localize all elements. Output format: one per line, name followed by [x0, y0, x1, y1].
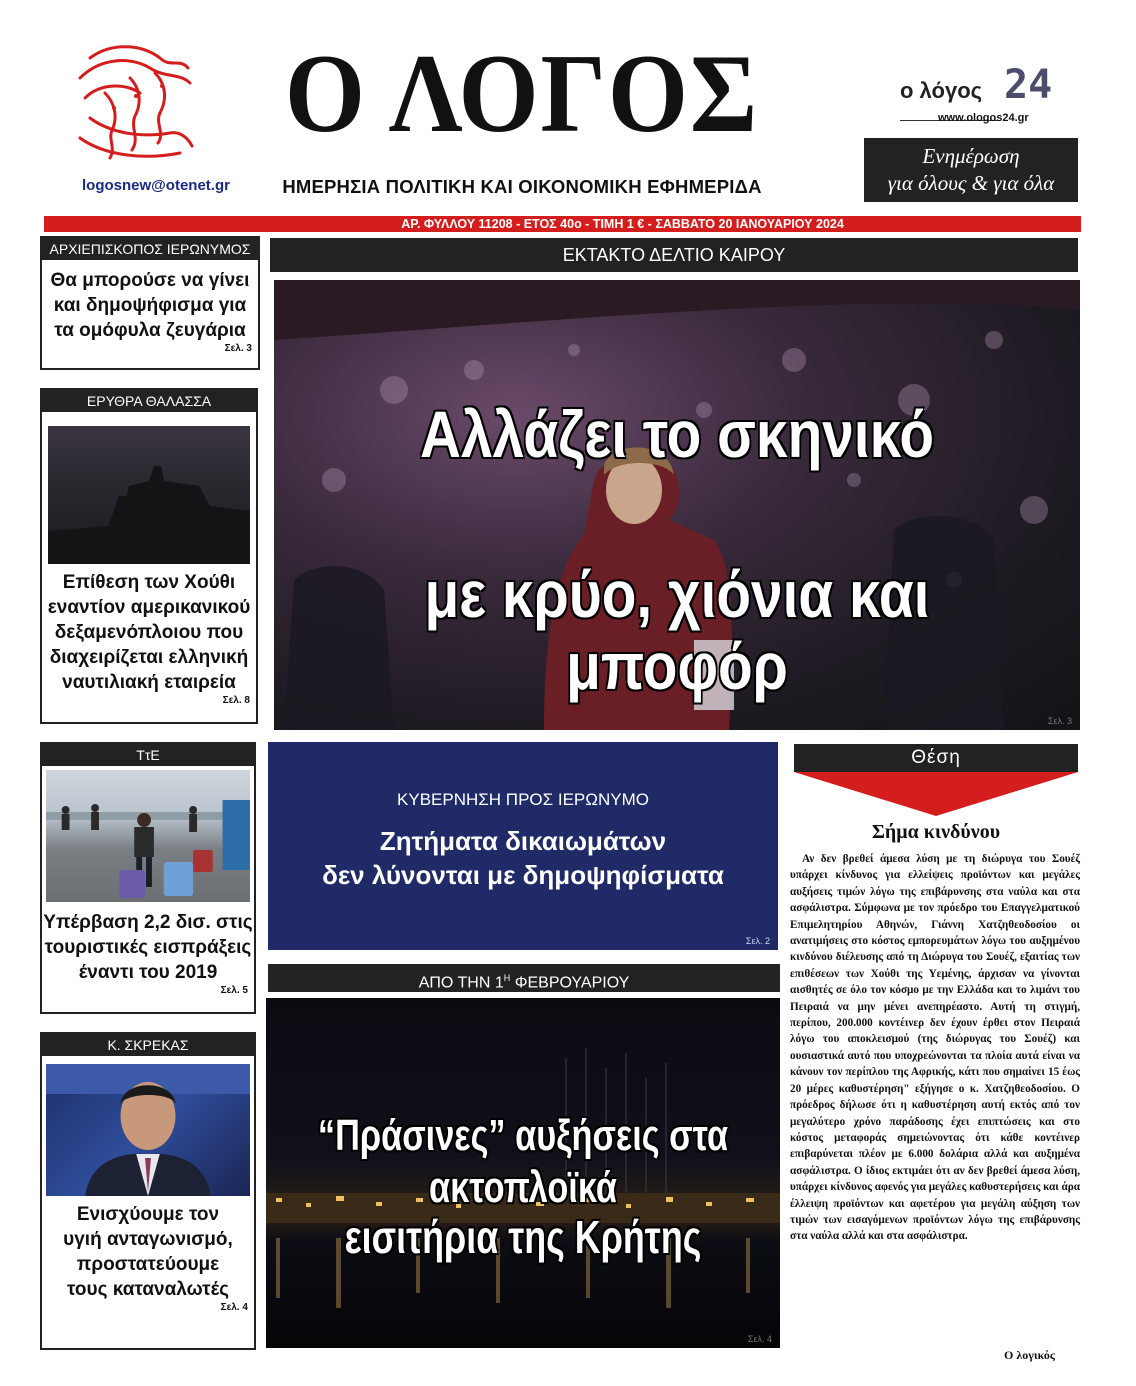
story-3-headline-line1: “Πράσινες” αυξήσεις στα ακτοπλοϊκά — [317, 1111, 729, 1212]
sidebar-story-3[interactable] — [40, 742, 256, 1014]
issue-info-text: ΑΡ. ΦΥΛΛΟΥ 11208 - ΕΤΟΣ 40ο - ΤΙΜΗ 1 € - ΣΑΒΒΑΤΟ 20 ΙΑΝΟΥΑΡΙΟΥ 2024 — [401, 217, 844, 231]
sidebar-story-4-line2: υγιή ανταγωνισμό, — [63, 1229, 233, 1250]
promo-slogan-line2: για όλους & για όλα — [887, 171, 1055, 195]
story-2-line2: δεν λύνονται με δημοψηφίσματα — [322, 860, 724, 890]
sidebar-story-3-page: Σελ. 5 — [220, 985, 248, 996]
sidebar-story-2-line3: δεξαμενόπλοιου που — [54, 622, 244, 643]
tourists-luggage-icon — [46, 770, 250, 902]
issue-info-bar — [44, 216, 1081, 232]
sidebar-story-3-kicker: ΤτΕ — [42, 744, 254, 766]
sidebar-story-1-line2: και δημοψήφισμα για — [53, 295, 247, 316]
lead-headline-line1: Αλλάζει το σκηνικό — [419, 397, 935, 471]
story-3-headline-line2: εισιτήρια της Κρήτης — [344, 1211, 702, 1263]
sidebar-story-2[interactable] — [40, 388, 258, 724]
logo-illustration — [70, 38, 200, 168]
editorial-red-triangle-icon — [794, 772, 1078, 816]
sidebar-story-3-line1: Υπέρβαση 2,2 δισ. στις — [43, 912, 253, 933]
story-3-kicker-post: ΦΕΒΡΟΥΑΡΙΟΥ — [510, 974, 630, 992]
sidebar-story-1-page: Σελ. 3 — [224, 343, 252, 354]
story-3-page: Σελ. 4 — [747, 1334, 772, 1344]
story-2-kicker: ΚΥΒΕΡΝΗΣΗ ΠΡΟΣ ΙΕΡΩΝΥΜΟ — [397, 790, 649, 809]
sidebar-story-2-photo — [48, 426, 250, 564]
story-2-page: Σελ. 2 — [745, 936, 770, 946]
story-3-kicker-pre: ΑΠΟ ΤΗΝ 1 — [418, 974, 504, 992]
sidebar-story-2-line4: διαχειρίζεται ελληνική — [49, 647, 249, 668]
lead-headline-line2: με κρύο, χιόνια και μποφόρ — [424, 557, 930, 703]
promo-brand[interactable]: ο λόγος — [900, 78, 983, 103]
sidebar-story-4-line4: τους καταναλωτές — [66, 1279, 230, 1300]
lead-story-kicker: ΕΚΤΑΚΤΟ ΔΕΛΤΙΟ ΚΑΙΡΟΥ — [270, 238, 1078, 272]
story-3-kicker-sup: Η — [503, 973, 511, 983]
sidebar-story-4[interactable] — [40, 1032, 256, 1350]
sidebar-story-4-photo — [46, 1064, 250, 1196]
lead-story-page: Σελ. 3 — [1047, 716, 1072, 726]
editorial-body: Αν δεν βρεθεί άμεσα λύση με τη διώρυγα του Σουέζ υπάρχει κίνδυνος για ελλείψεις προϊόντων και μεγάλες αυξήσεις τιμών λόγω της επιβάρυνσης στα ναύλα και στα ασφάλιστρα. Σύμφωνα με τον πρόεδρο του Επαγγελματικού Επιμελητηρίου Αθηνών, Γιάννη Χατζηθεοδοσίου οι ανατιμήσεις στο κόστος εμπορευμάτων λόγω του αυξημένου κινδύνου διέλευσης από τη Διώρυγα του Σουέζ, εξαιτίας των επιθέσεων των Χούθι της Υεμένης, άρχισαν να γίνονται αισθητές σε όλο τον κόσμο με την Ελλάδα και το λιμάνι του Πειραιά να μην μένει ανεπηρέαστο. Αυτή τη στιγμή, περίπου, 200.000 κοντέινερ δεν έχουν έρθει στον Πειραιά λόγω του αποκλεισμού (της διώρυγας του Σουέζ) και ουσιαστικά αυτό που υποχρεώνονται τα πλοία αυτά είναι να κάνουν τον περίπλου της Αφρικής, κάτι που σημαίνει 15 έως 20 μέρες καθυστέρηση" εξήγησε ο κ. Χατζηθεοδοσίου. Ο πρόεδρος δήλωσε ότι η καθυστέρηση αυτή εκτός από τον μεγαλύτερο χρόνο παράδοσης έχει επιπτώσεις και στο κόστος μεταφοράς σημειώνοντας ότι κάθε κοντέινερ επιβαρύνεται πλέον με 6.000 δολάρια αλλά και αυξημένα ασφάλιστρα. Ο ίδιος εκτιμάει ότι αν δεν βρεθεί άμεσα λύση, υπάρχει κίνδυνος αφενός για μεγάλες καθυστερήσεις και άρα έλλειψη προϊόντων και αφετέρου για μεγάλη αύξηση των τιμών των εισαγόμενων προϊόντων λόγω της επιβάρυνσης στα ναύλα αλλά και στα ασφάλιστρα. — [790, 853, 1080, 1243]
sidebar-story-1[interactable] — [40, 236, 260, 370]
sidebar-story-1-line3: τα ομόφυλα ζευγάρια — [54, 320, 246, 341]
promo-slogan-line1: Ενημέρωση — [922, 144, 1020, 168]
masthead-title: Ο ΛΟΓΟΣ — [284, 32, 760, 156]
lead-story-photo[interactable] — [274, 280, 1080, 730]
contact-email[interactable]: logosnew@otenet.gr — [82, 177, 230, 194]
sidebar-story-1-kicker: ΑΡΧΙΕΠΙΣΚΟΠΟΣ ΙΕΡΩΝΥΜΟΣ — [42, 238, 258, 260]
sidebar-story-4-kicker: Κ. ΣΚΡΕΚΑΣ — [42, 1034, 254, 1056]
story-2-line1: Ζητήματα δικαιωμάτων — [379, 826, 667, 856]
masthead-tagline: ΗΜΕΡΗΣΙΑ ΠΟΛΙΤΙΚΗ ΚΑΙ ΟΙΚΟΝΟΜΙΚΗ ΕΦΗΜΕΡΙΔΑ — [282, 176, 762, 197]
editorial-signature: Ο λογικός — [1004, 1348, 1055, 1362]
sidebar-story-3-photo — [46, 770, 250, 902]
promo-slogan-box — [864, 138, 1078, 202]
sidebar-story-2-kicker: ΕΡΥΘΡΑ ΘΑΛΑΣΣΑ — [42, 390, 256, 412]
sidebar-story-4-page: Σελ. 4 — [220, 1302, 248, 1313]
promo-url[interactable]: www.ologos24.gr — [938, 112, 1029, 124]
editorial-section-label: Θέση — [794, 744, 1078, 772]
story-3-kicker — [268, 964, 780, 992]
sidebar-story-2-line1: Επίθεση των Χούθι — [62, 572, 236, 593]
editorial-title: Σήμα κινδύνου — [871, 821, 1001, 843]
story-3-photo[interactable] — [266, 998, 780, 1348]
sidebar-story-2-line5: ναυτιλιακή εταιρεία — [62, 672, 236, 693]
sidebar-story-4-line3: προστατεύουμε — [76, 1254, 220, 1275]
sidebar-story-2-page: Σελ. 8 — [222, 695, 250, 706]
promo-brand-number: 24 — [1004, 62, 1053, 108]
sidebar-story-4-line1: Ενισχύουμε τον — [76, 1204, 220, 1225]
speaker-portrait-icon — [46, 1064, 250, 1196]
sidebar-story-2-line2: εναντίον αμερικανικού — [47, 597, 251, 618]
sidebar-story-3-line2: τουριστικές εισπράξεις — [44, 937, 252, 958]
sidebar-story-1-line1: Θα μπορούσε να γίνει — [50, 270, 250, 291]
sidebar-story-3-line3: έναντι του 2019 — [78, 962, 218, 983]
story-2-box[interactable] — [268, 742, 778, 950]
warship-silhouette-icon — [48, 426, 250, 564]
